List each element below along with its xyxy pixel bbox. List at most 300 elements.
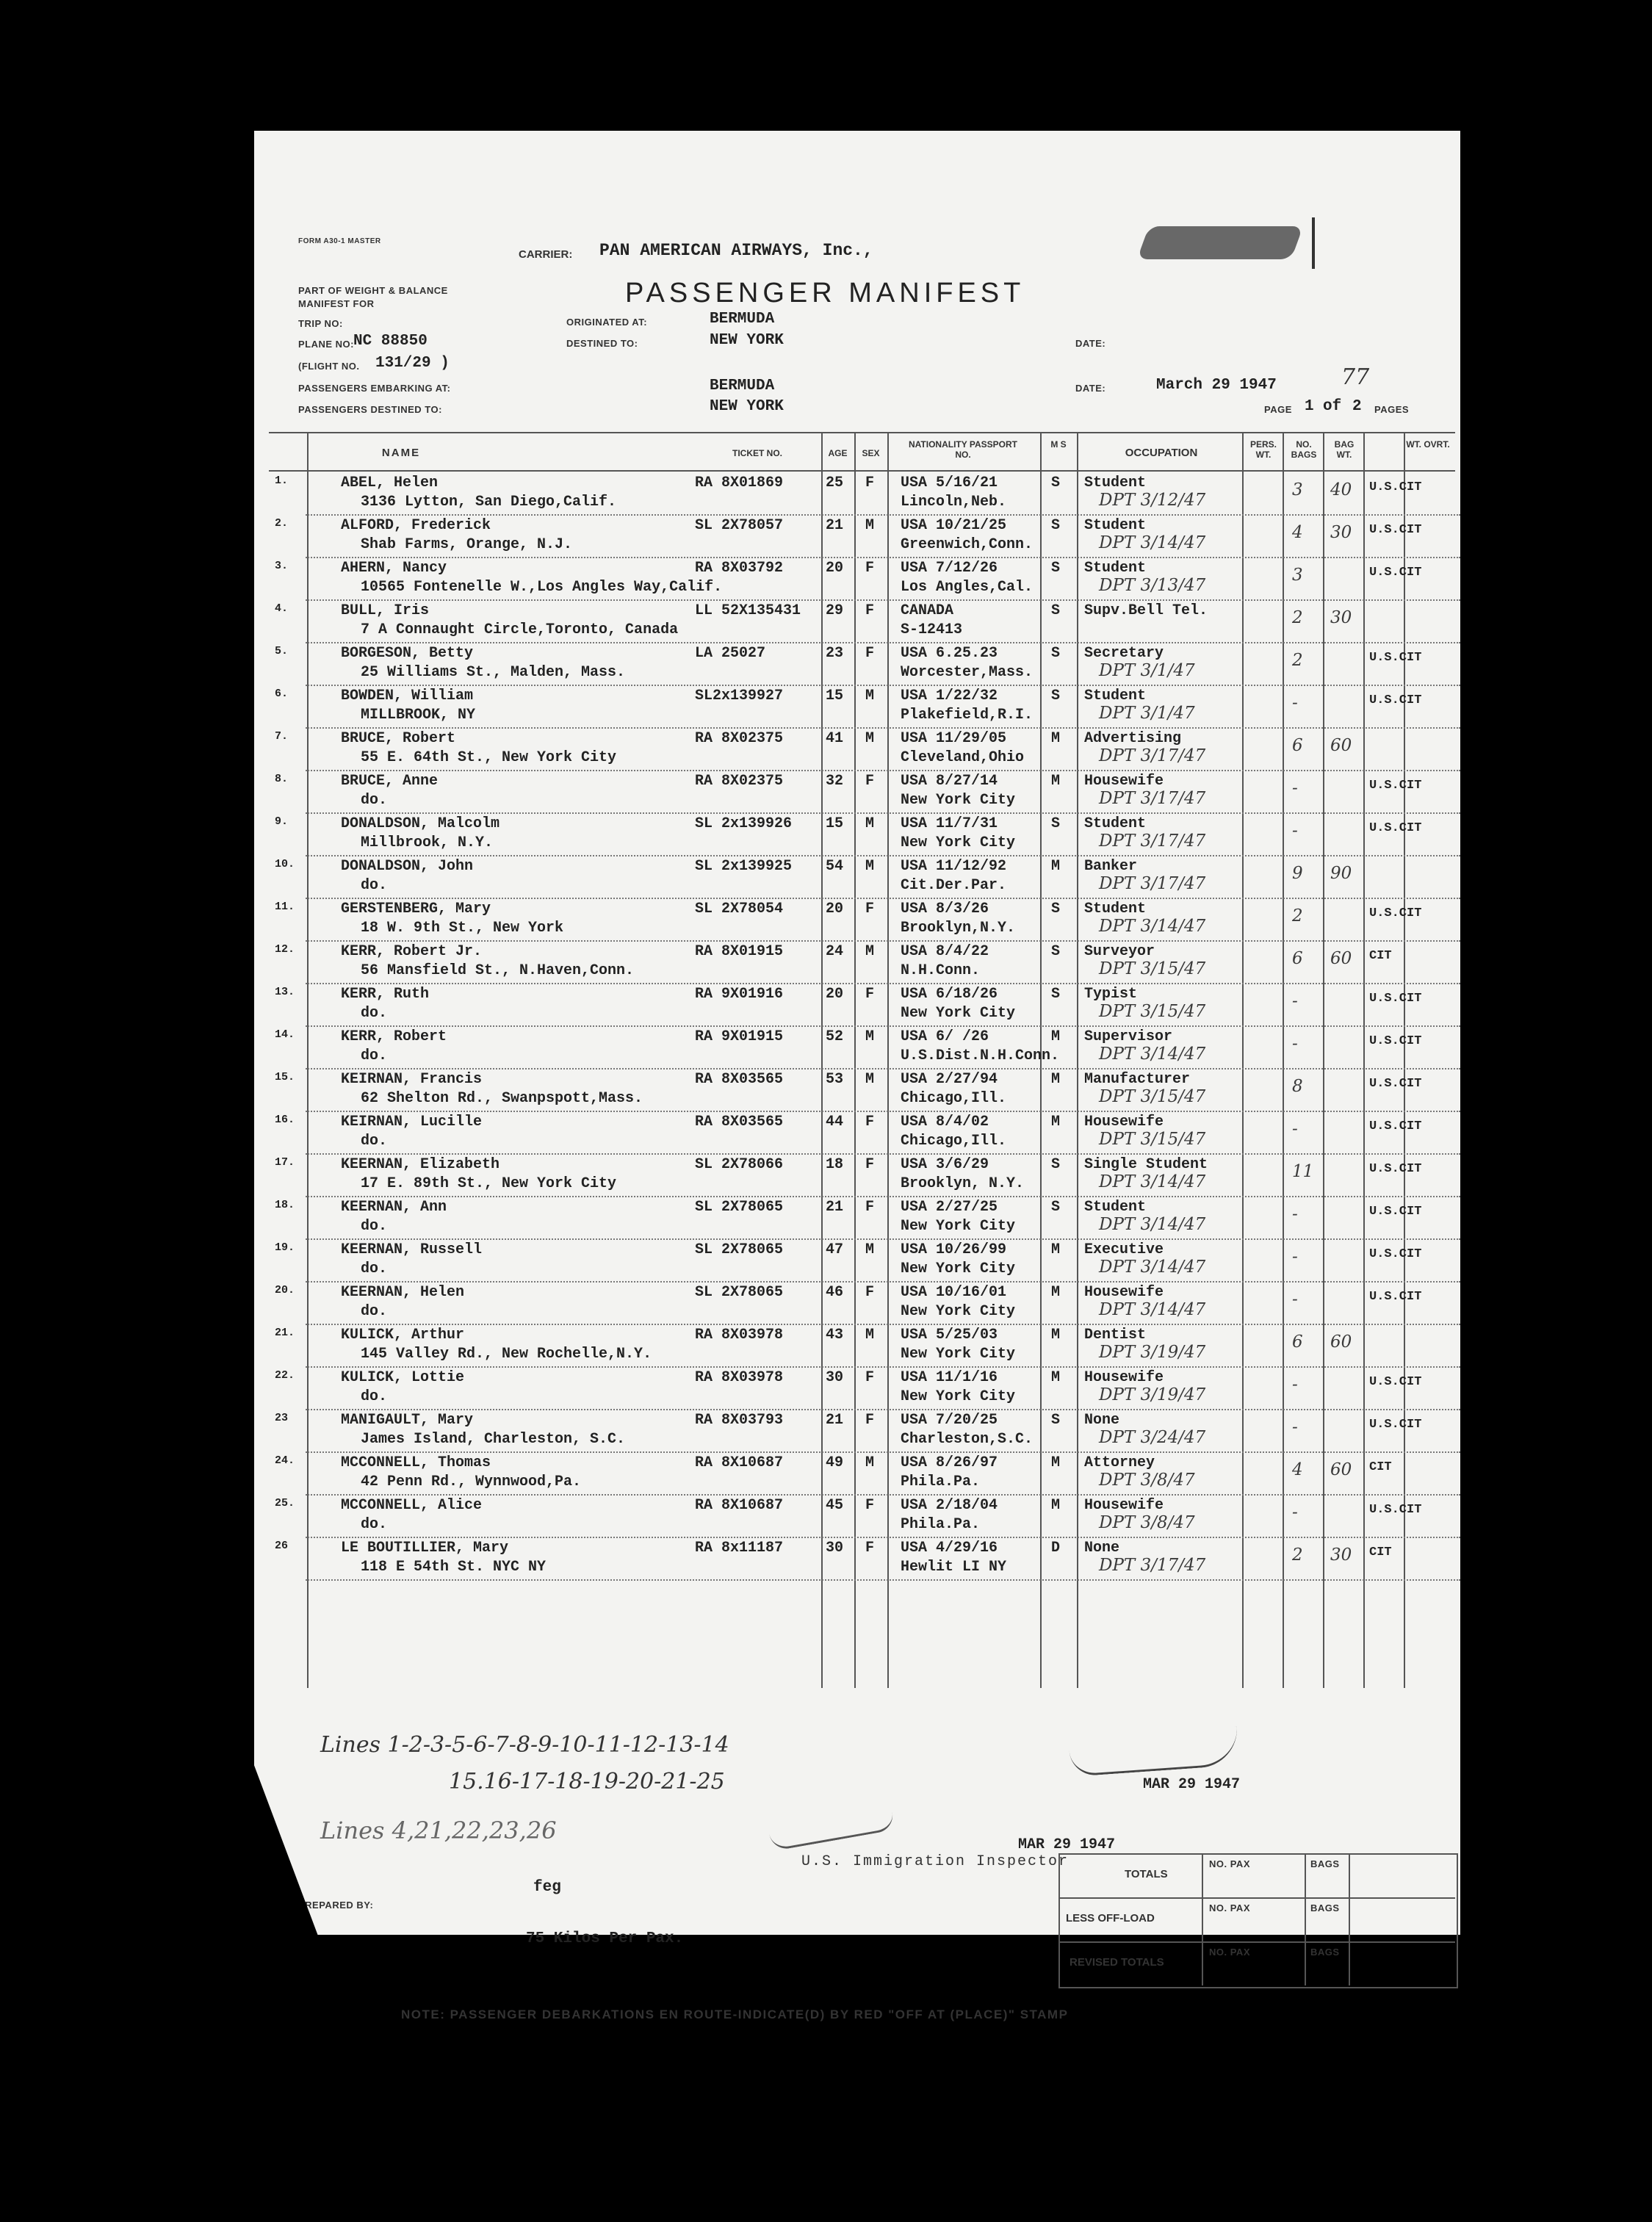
passenger-name: DONALDSON, Malcolm <box>341 815 500 832</box>
birthplace: Cleveland,Ohio <box>901 749 1025 766</box>
carrier-name: PAN AMERICAN AIRWAYS, Inc., <box>599 241 873 260</box>
passenger-sex: F <box>865 602 875 619</box>
no-bags: - <box>1292 992 1298 1011</box>
passenger-sex: F <box>865 475 875 491</box>
passenger-name: KERR, Robert <box>341 1028 447 1045</box>
ticket-number: RA 8X10687 <box>695 1454 784 1471</box>
passenger-name: LE BOUTILLIER, Mary <box>341 1540 509 1557</box>
table-row <box>254 1069 1460 1112</box>
departure-handwritten: DPT 3/14/47 <box>1099 1300 1206 1319</box>
occupation: Housewife <box>1084 1497 1164 1514</box>
row-number: 15. <box>275 1071 295 1083</box>
row-number: 18. <box>275 1199 295 1211</box>
occupation: Student <box>1084 901 1147 917</box>
no-bags: - <box>1292 693 1298 713</box>
offload-label: LESS OFF-LOAD <box>1066 1912 1155 1925</box>
birthplace: New York City <box>901 1388 1016 1405</box>
ticket-number: RA 8X03792 <box>695 560 784 577</box>
passenger-name: KEERNAN, Helen <box>341 1284 465 1301</box>
no-bags: 4 <box>1292 523 1303 542</box>
passenger-age: 30 <box>826 1540 844 1557</box>
birthplace: Los Angles,Cal. <box>901 579 1034 596</box>
row-number: 11. <box>275 901 295 913</box>
row-number: 22. <box>275 1369 295 1382</box>
no-bags: 2 <box>1292 906 1303 926</box>
nationality: USA 7/20/25 <box>901 1412 998 1429</box>
ink-mark <box>1312 217 1315 269</box>
ticket-number: SL2x139927 <box>695 688 784 704</box>
row-number: 4. <box>275 602 289 615</box>
revised-totals-label: REVISED TOTALS <box>1070 1956 1164 1969</box>
passenger-age: 25 <box>826 475 844 491</box>
birthplace: U.S.Dist.N.H.Conn. <box>901 1047 1060 1064</box>
passenger-address: MILLBROOK, NY <box>361 707 476 724</box>
birthplace: Cit.Der.Par. <box>901 877 1007 894</box>
birthplace: Worcester,Mass. <box>901 664 1034 681</box>
table-row <box>254 1197 1460 1240</box>
nationality: USA 8/4/22 <box>901 943 989 960</box>
ticket-number: RA 8X03978 <box>695 1369 784 1386</box>
passenger-name: ALFORD, Frederick <box>341 517 491 534</box>
no-pax-label: NO. PAX <box>1209 1947 1250 1958</box>
bag-weight: 40 <box>1330 480 1352 499</box>
passenger-sex: M <box>865 1241 875 1258</box>
marital-status: S <box>1051 1199 1061 1216</box>
col-header-sex: SEX <box>862 448 880 458</box>
passenger-age: 20 <box>826 901 844 917</box>
departure-handwritten: DPT 3/1/47 <box>1099 661 1195 680</box>
ticket-number: RA 9X01916 <box>695 986 784 1003</box>
occupation: Advertising <box>1084 730 1182 747</box>
row-number: 23 <box>275 1412 289 1424</box>
date-label: DATE: <box>1075 338 1106 349</box>
ticket-number: RA 8X01869 <box>695 475 784 491</box>
citizenship-mark: U.S.CIT <box>1369 821 1422 835</box>
occupation: Executive <box>1084 1241 1164 1258</box>
birthplace: Charleston,S.C. <box>901 1431 1034 1448</box>
departure-handwritten: DPT 3/14/47 <box>1099 533 1206 552</box>
passenger-sex: M <box>865 730 875 747</box>
no-pax-label: NO. PAX <box>1209 1902 1250 1913</box>
annotation-line1: Lines 1-2-3-5-6-7-8-9-10-11-12-13-14 <box>320 1732 729 1758</box>
part-label: PART OF WEIGHT & BALANCE <box>298 285 448 296</box>
table-row <box>254 942 1460 984</box>
passenger-sex: F <box>865 1199 875 1216</box>
birthplace: New York City <box>901 792 1016 809</box>
table-row <box>254 729 1460 771</box>
passenger-address: Shab Farms, Orange, N.J. <box>361 536 573 553</box>
occupation: Housewife <box>1084 1369 1164 1386</box>
ticket-number: RA 9X01915 <box>695 1028 784 1045</box>
passenger-sex: M <box>865 688 875 704</box>
marital-status: M <box>1051 1327 1061 1343</box>
marital-status: M <box>1051 1369 1061 1386</box>
departure-handwritten: DPT 3/12/47 <box>1099 491 1206 510</box>
totals-divider <box>1058 1941 1455 1943</box>
passenger-age: 44 <box>826 1114 844 1130</box>
ticket-number: RA 8X03793 <box>695 1412 784 1429</box>
destined-value: NEW YORK <box>710 332 784 349</box>
no-bags: - <box>1292 1290 1298 1309</box>
no-bags: - <box>1292 1205 1298 1224</box>
row-number: 14. <box>275 1028 295 1041</box>
no-bags: 2 <box>1292 1545 1303 1565</box>
passenger-address: do. <box>361 1047 388 1064</box>
row-number: 24. <box>275 1454 295 1467</box>
table-row <box>254 1283 1460 1325</box>
nationality: USA 8/26/97 <box>901 1454 998 1471</box>
passenger-address: Millbrook, N.Y. <box>361 834 494 851</box>
row-number: 6. <box>275 688 289 700</box>
marital-status: S <box>1051 815 1061 832</box>
inspector-signature-2 <box>766 1795 895 1852</box>
nationality: USA 2/27/25 <box>901 1199 998 1216</box>
birthplace: New York City <box>901 1005 1016 1022</box>
occupation: Dentist <box>1084 1327 1147 1343</box>
marital-status: S <box>1051 943 1061 960</box>
birthplace: N.H.Conn. <box>901 962 981 979</box>
passenger-age: 29 <box>826 602 844 619</box>
passenger-address: do. <box>361 877 388 894</box>
passenger-age: 53 <box>826 1071 844 1088</box>
ticket-number: SL 2x139925 <box>695 858 793 875</box>
bag-weight: 60 <box>1330 1332 1352 1352</box>
departure-handwritten: DPT 3/14/47 <box>1099 1258 1206 1277</box>
table-header-border <box>269 470 1455 472</box>
page-num: 1 <box>1305 398 1314 415</box>
stamp-date-1: MAR 29 1947 <box>1143 1776 1241 1793</box>
flight-no: 131/29 ) <box>375 355 450 372</box>
marital-status: S <box>1051 688 1061 704</box>
table-top-border <box>269 432 1455 433</box>
no-bags: 8 <box>1292 1077 1303 1096</box>
passenger-address: do. <box>361 1388 388 1405</box>
row-number: 3. <box>275 560 289 572</box>
passenger-address: James Island, Charleston, S.C. <box>361 1431 626 1448</box>
departure-handwritten: DPT 3/1/47 <box>1099 704 1195 723</box>
departure-handwritten: DPT 3/24/47 <box>1099 1428 1206 1447</box>
birthplace: Chicago,Ill. <box>901 1090 1007 1107</box>
passenger-sex: F <box>865 1284 875 1301</box>
carrier-label: CARRIER: <box>519 248 573 261</box>
passenger-name: KEIRNAN, Lucille <box>341 1114 483 1130</box>
table-row <box>254 558 1460 601</box>
nationality: USA 8/4/02 <box>901 1114 989 1130</box>
occupation: Student <box>1084 1199 1147 1216</box>
torn-corner <box>253 1761 319 1938</box>
no-bags: 6 <box>1292 1332 1303 1352</box>
passenger-name: KULICK, Arthur <box>341 1327 465 1343</box>
table-row <box>254 1027 1460 1069</box>
citizenship-mark: CIT <box>1369 1460 1392 1474</box>
departure-handwritten: DPT 3/8/47 <box>1099 1471 1195 1490</box>
ticket-number: SL 2X78065 <box>695 1241 784 1258</box>
passenger-address: 17 E. 89th St., New York City <box>361 1175 617 1192</box>
bags-label: BAGS <box>1310 1858 1340 1869</box>
occupation: Supervisor <box>1084 1028 1173 1045</box>
no-bags: - <box>1292 1247 1298 1266</box>
marital-status: S <box>1051 602 1061 619</box>
departure-handwritten: DPT 3/8/47 <box>1099 1513 1195 1532</box>
ticket-number: RA 8X10687 <box>695 1497 784 1514</box>
passenger-name: BULL, Iris <box>341 602 430 619</box>
citizenship-mark: U.S.CIT <box>1369 1375 1422 1389</box>
passenger-sex: M <box>865 1327 875 1343</box>
passenger-name: MANIGAULT, Mary <box>341 1412 474 1429</box>
passenger-name: BRUCE, Anne <box>341 773 439 790</box>
marital-status: S <box>1051 645 1061 662</box>
birthplace: Plakefield,R.I. <box>901 707 1034 724</box>
row-number: 26 <box>275 1540 289 1552</box>
table-row <box>254 643 1460 686</box>
nationality: USA 4/29/16 <box>901 1540 998 1557</box>
departure-handwritten: DPT 3/14/47 <box>1099 917 1206 936</box>
passenger-age: 45 <box>826 1497 844 1514</box>
ink-scribble <box>1137 226 1303 259</box>
page-of: of <box>1323 398 1342 415</box>
no-bags: 3 <box>1292 566 1303 585</box>
row-number: 10. <box>275 858 295 870</box>
birthplace: New York City <box>901 1346 1016 1363</box>
table-row <box>254 686 1460 729</box>
nationality: USA 11/1/16 <box>901 1369 998 1386</box>
col-header-occupation: OCCUPATION <box>1125 447 1198 459</box>
passenger-age: 21 <box>826 1199 844 1216</box>
passenger-age: 23 <box>826 645 844 662</box>
nationality: USA 8/3/26 <box>901 901 989 917</box>
bag-weight: 30 <box>1330 1545 1352 1565</box>
col-header-no-bags: NO. BAGS <box>1291 439 1317 460</box>
ticket-number: LA 25027 <box>695 645 766 662</box>
passenger-name: KEERNAN, Elizabeth <box>341 1156 500 1173</box>
passenger-name: DONALDSON, John <box>341 858 474 875</box>
marital-status: S <box>1051 1412 1061 1429</box>
table-row <box>254 516 1460 558</box>
passenger-address: do. <box>361 1133 388 1150</box>
passenger-address: do. <box>361 1005 388 1022</box>
occupation: None <box>1084 1412 1120 1429</box>
totals-col-divider <box>1349 1853 1350 1985</box>
departure-handwritten: DPT 3/19/47 <box>1099 1385 1206 1404</box>
departure-handwritten: DPT 3/17/47 <box>1099 746 1206 765</box>
table-row <box>254 1368 1460 1410</box>
marital-status: M <box>1051 1454 1061 1471</box>
originated-label: ORIGINATED AT: <box>566 317 648 328</box>
flight-label: (FLIGHT NO. <box>298 361 360 372</box>
citizenship-mark: U.S.CIT <box>1369 779 1422 793</box>
departure-handwritten: DPT 3/17/47 <box>1099 789 1206 808</box>
manifest-for-label: MANIFEST FOR <box>298 298 375 309</box>
occupation: Student <box>1084 475 1147 491</box>
passenger-age: 30 <box>826 1369 844 1386</box>
embarking-value: BERMUDA <box>710 378 775 394</box>
passenger-address: 56 Mansfield St., N.Haven,Conn. <box>361 962 635 979</box>
nationality: USA 6.25.23 <box>901 645 998 662</box>
passenger-age: 47 <box>826 1241 844 1258</box>
citizenship-mark: U.S.CIT <box>1369 992 1422 1006</box>
passenger-address: 118 E 54th St. NYC NY <box>361 1559 547 1576</box>
date2-label: DATE: <box>1075 383 1106 394</box>
passenger-address: 42 Penn Rd., Wynnwood,Pa. <box>361 1473 582 1490</box>
passenger-name: KULICK, Lottie <box>341 1369 465 1386</box>
passenger-sex: F <box>865 901 875 917</box>
passenger-age: 54 <box>826 858 844 875</box>
row-number: 1. <box>275 475 289 487</box>
passenger-age: 20 <box>826 986 844 1003</box>
table-row <box>254 473 1460 516</box>
citizenship-mark: U.S.CIT <box>1369 1247 1422 1261</box>
nationality: USA 3/6/29 <box>901 1156 989 1173</box>
plane-label: PLANE NO: <box>298 339 354 350</box>
passenger-name: GERSTENBERG, Mary <box>341 901 491 917</box>
occupation: Banker <box>1084 858 1138 875</box>
ticket-number: RA 8X01915 <box>695 943 784 960</box>
nationality: USA 8/27/14 <box>901 773 998 790</box>
citizenship-mark: U.S.CIT <box>1369 1162 1422 1176</box>
marital-status: M <box>1051 858 1061 875</box>
manifest-sheet <box>254 131 1460 2021</box>
col-header-age: AGE <box>828 448 848 458</box>
departure-handwritten: DPT 3/17/47 <box>1099 832 1206 851</box>
passenger-name: BOWDEN, William <box>341 688 474 704</box>
citizenship-mark: U.S.CIT <box>1369 1418 1422 1432</box>
bags-label: BAGS <box>1310 1902 1340 1913</box>
table-row <box>254 1538 1460 1581</box>
table-row <box>254 1240 1460 1283</box>
table-row <box>254 601 1460 643</box>
no-bags: 2 <box>1292 608 1303 627</box>
birthplace: Lincoln,Neb. <box>901 494 1007 511</box>
ticket-number: SL 2X78057 <box>695 517 784 534</box>
passenger-sex: M <box>865 517 875 534</box>
bags-label: BAGS <box>1310 1947 1340 1958</box>
passenger-address: do. <box>361 1218 388 1235</box>
col-header-nationality: NATIONALITY PASSPORT NO. <box>908 439 1017 460</box>
annotation-line3: Lines 4,21,22,23,26 <box>320 1817 557 1844</box>
plane-no: NC 88850 <box>353 333 428 350</box>
passenger-name: BRUCE, Robert <box>341 730 456 747</box>
occupation: Student <box>1084 560 1147 577</box>
nationality: USA 10/16/01 <box>901 1284 1007 1301</box>
no-bags: 11 <box>1292 1162 1314 1181</box>
passenger-age: 52 <box>826 1028 844 1045</box>
col-header-wt-ovrt: WT. OVRT. <box>1406 439 1450 450</box>
page-title: PASSENGER MANIFEST <box>625 278 1025 309</box>
marital-status: M <box>1051 773 1061 790</box>
ticket-number: RA 8X02375 <box>695 773 784 790</box>
col-header-ticket: TICKET NO. <box>732 448 782 458</box>
birthplace: Brooklyn, N.Y. <box>901 1175 1025 1192</box>
ticket-number: RA 8x11187 <box>695 1540 784 1557</box>
passenger-address: 25 Williams St., Malden, Mass. <box>361 664 626 681</box>
ticket-number: SL 2x139926 <box>695 815 793 832</box>
stamp-date-2: MAR 29 1947 <box>1018 1836 1116 1853</box>
bag-weight: 30 <box>1330 608 1352 627</box>
col-header-pers-wt: PERS. WT. <box>1249 439 1277 460</box>
no-bags: - <box>1292 1503 1298 1522</box>
row-number: 19. <box>275 1241 295 1254</box>
occupation: Housewife <box>1084 1284 1164 1301</box>
date-handwritten: 77 <box>1341 364 1370 390</box>
embarking-label: PASSENGERS EMBARKING AT: <box>298 383 451 394</box>
passenger-age: 21 <box>826 1412 844 1429</box>
nationality: USA 2/18/04 <box>901 1497 998 1514</box>
nationality: USA 10/26/99 <box>901 1241 1007 1258</box>
ticket-number: RA 8X03565 <box>695 1071 784 1088</box>
marital-status: M <box>1051 1497 1061 1514</box>
passenger-sex: F <box>865 986 875 1003</box>
departure-handwritten: DPT 3/14/47 <box>1099 1172 1206 1191</box>
departure-handwritten: DPT 3/13/47 <box>1099 576 1206 595</box>
citizenship-mark: CIT <box>1369 1545 1392 1559</box>
no-bags: - <box>1292 1418 1298 1437</box>
marital-status: S <box>1051 986 1061 1003</box>
occupation: None <box>1084 1540 1120 1557</box>
birthplace: Greenwich,Conn. <box>901 536 1034 553</box>
passenger-name: KEIRNAN, Francis <box>341 1071 483 1088</box>
totals-col-divider <box>1305 1853 1306 1985</box>
bag-weight: 30 <box>1330 523 1352 542</box>
no-bags: - <box>1292 1119 1298 1139</box>
marital-status: M <box>1051 1284 1061 1301</box>
page-total: 2 <box>1352 398 1362 415</box>
citizenship-mark: U.S.CIT <box>1369 523 1422 537</box>
originated-value: BERMUDA <box>710 311 775 328</box>
row-number: 9. <box>275 815 289 828</box>
no-bags: 9 <box>1292 864 1303 883</box>
annotation-line2: 15.16-17-18-19-20-21-25 <box>449 1769 725 1794</box>
date-value: March 29 1947 <box>1156 377 1277 394</box>
departure-handwritten: DPT 3/15/47 <box>1099 1087 1206 1106</box>
passenger-address: do. <box>361 792 388 809</box>
nationality: CANADA <box>901 602 954 619</box>
citizenship-mark: U.S.CIT <box>1369 1119 1422 1133</box>
ticket-number: RA 8X03565 <box>695 1114 784 1130</box>
passenger-address: do. <box>361 1516 388 1533</box>
totals-col-divider <box>1202 1853 1203 1985</box>
table-row <box>254 771 1460 814</box>
occupation: Student <box>1084 815 1147 832</box>
row-separator <box>306 1579 1460 1581</box>
nationality: USA 11/12/92 <box>901 858 1007 875</box>
passenger-age: 24 <box>826 943 844 960</box>
destined-label: DESTINED TO: <box>566 338 638 349</box>
passenger-age: 41 <box>826 730 844 747</box>
birthplace: Hewlit LI NY <box>901 1559 1007 1576</box>
ticket-number: RA 8X03978 <box>695 1327 784 1343</box>
table-row <box>254 1496 1460 1538</box>
nationality: USA 6/ /26 <box>901 1028 989 1045</box>
row-number: 17. <box>275 1156 295 1169</box>
citizenship-mark: CIT <box>1369 949 1392 963</box>
marital-status: S <box>1051 1156 1061 1173</box>
kilos-note: 75 Kilos Per Pax. <box>526 1930 684 1947</box>
row-number: 5. <box>275 645 289 657</box>
nationality: USA 1/22/32 <box>901 688 998 704</box>
inspector-signature <box>1068 1726 1239 1777</box>
passenger-name: KEERNAN, Ann <box>341 1199 447 1216</box>
citizenship-mark: U.S.CIT <box>1369 1503 1422 1517</box>
passenger-age: 46 <box>826 1284 844 1301</box>
nationality: USA 11/7/31 <box>901 815 998 832</box>
departure-handwritten: DPT 3/15/47 <box>1099 1130 1206 1149</box>
departure-handwritten: DPT 3/17/47 <box>1099 874 1206 893</box>
passenger-address: 55 E. 64th St., New York City <box>361 749 617 766</box>
birthplace: Phila.Pa. <box>901 1473 981 1490</box>
page-label: PAGE <box>1264 404 1292 415</box>
table-row <box>254 856 1460 899</box>
birthplace: New York City <box>901 834 1016 851</box>
